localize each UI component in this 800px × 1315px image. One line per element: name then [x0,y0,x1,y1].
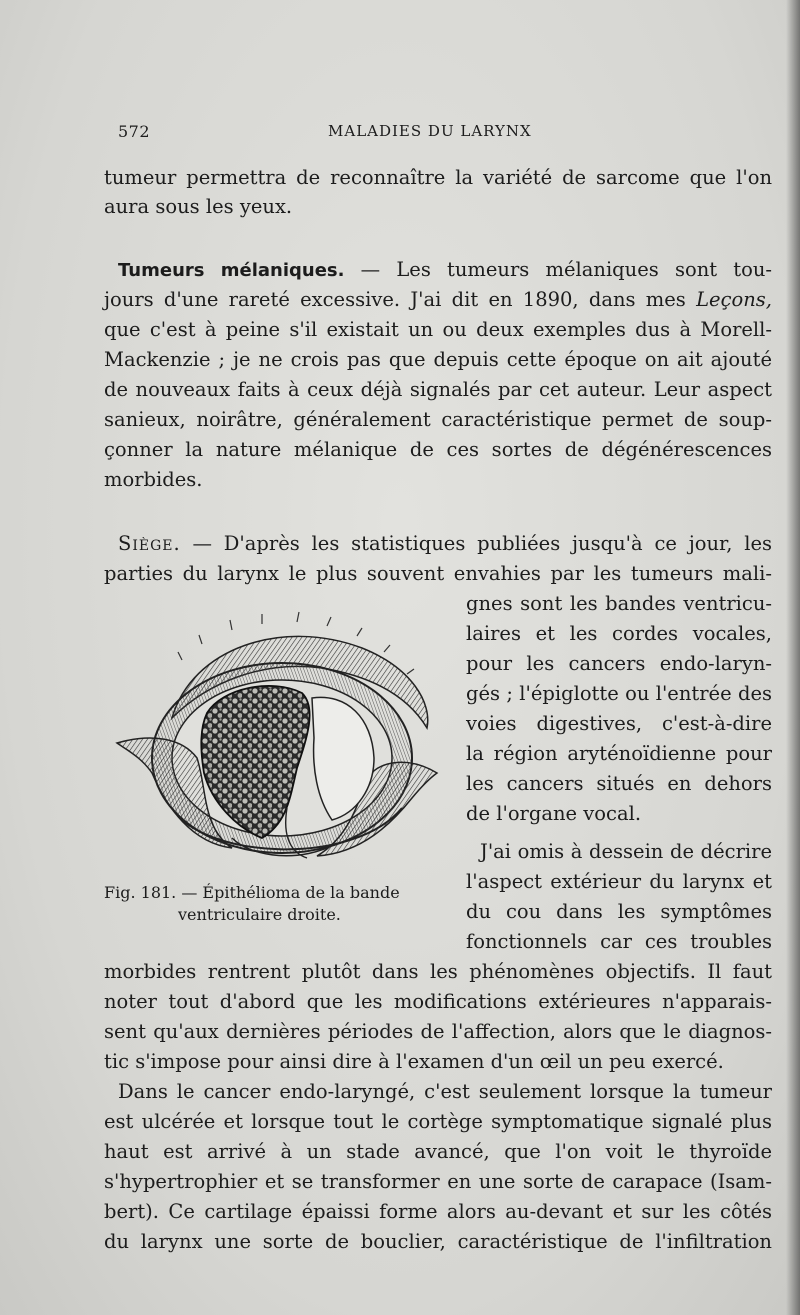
text-line: jours d'une rareté excessive. J'ai dit en 1890, dans mes Leçons, [104,288,772,311]
text-line: gnes sont les bandes ventricu- [466,592,772,615]
caption-line: Fig. 181. — Épithélioma de la bande [104,883,400,902]
page-number: 572 [118,122,151,141]
caption-line: ventriculaire droite. [178,905,341,924]
text-line: morbides. [104,468,203,491]
text-line: J'ai omis à dessein de décrire [480,840,772,863]
text-line: voies digestives, c'est-à-dire [466,712,772,735]
text-line: les cancers situés en dehors [466,772,772,795]
section-heading: Tumeurs mélaniques. [118,260,345,281]
section-first-line: Tumeurs mélaniques. — Les tumeurs mélaniques sont tou- [118,258,772,281]
text-line: Dans le cancer endo-laryngé, c'est seulement lorsque la tumeur [118,1080,772,1103]
text-line: morbides rentrent plutôt dans les phénomènes objectifs. Il faut [104,960,772,983]
text-line: l'aspect extérieur du larynx et [466,870,772,893]
text-line: pour les cancers endo-laryn- [466,652,772,675]
larynx-illustration [112,608,442,870]
italic-reference: Leçons, [696,288,772,311]
text-line: haut est arrivé à un stade avancé, que l'on voit le thyroïde [104,1140,772,1163]
page-edge-shadow [786,0,800,1315]
running-head [118,122,778,146]
text-line: Mackenzie ; je ne crois pas que depuis cette époque on ait ajouté [104,348,772,371]
section-label: Siège. [118,532,181,555]
text-line: sanieux, noirâtre, généralement caractéristique permet de soup- [104,408,772,431]
text-line: que c'est à peine s'il existait un ou deux exemples dus à Morell- [104,318,772,341]
text-line: s'hypertrophier et se transformer en une sorte de carapace (Isam- [104,1170,772,1193]
text-line: noter tout d'abord que les modifications extérieures n'apparais- [104,990,772,1013]
text-line: sent qu'aux dernières périodes de l'affection, alors que le diagnos- [104,1020,772,1043]
text-line: du larynx une sorte de bouclier, caractéristique de l'infiltration [104,1230,772,1253]
text-line: parties du larynx le plus souvent envahies par les tumeurs mali- [104,562,772,585]
text-line: du cou dans les symptômes [466,900,772,923]
section-first-line: Siège. — D'après les statistiques publiées jusqu'à ce jour, les [118,532,772,555]
text-line: gés ; l'épiglotte ou l'entrée des [466,682,772,705]
larynx-engraving-figure [112,608,442,870]
figure-caption [104,882,444,926]
text-line: de l'organe vocal. [466,802,642,825]
text-line: laires et les cordes vocales, [466,622,772,645]
text-line: çonner la nature mélanique de ces sortes de dégénérescences [104,438,772,461]
text-line: tic s'impose pour ainsi dire à l'examen d'un œil un peu exercé. [104,1050,724,1073]
text-line: aura sous les yeux. [104,195,293,218]
text-line: bert). Ce cartilage épaissi forme alors au-devant et sur les côtés [104,1200,772,1223]
running-title: MALADIES DU LARYNX [328,122,532,140]
text-line: fonctionnels car ces troubles [466,930,772,953]
text-line: de nouveaux faits à ceux déjà signalés par cet auteur. Leur aspect [104,378,772,401]
text-line: tumeur permettra de reconnaître la variété de sarcome que l'on [104,166,772,189]
text-line: est ulcérée et lorsque tout le cortège symptomatique signalé plus [104,1110,772,1133]
text-line: la région aryténoïdienne pour [466,742,772,765]
